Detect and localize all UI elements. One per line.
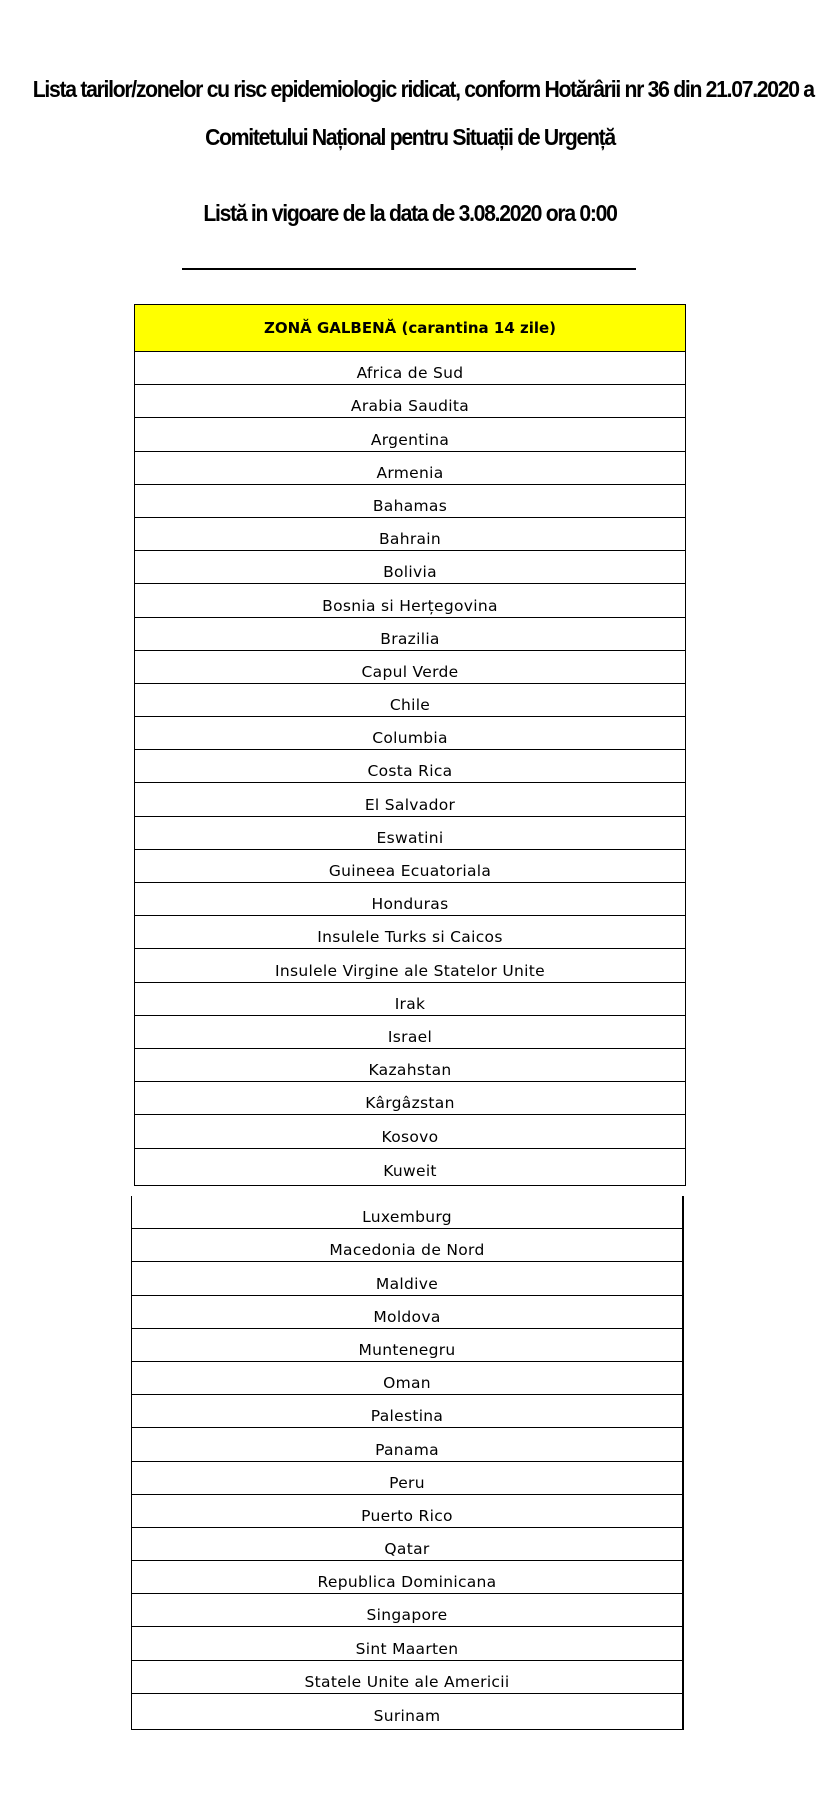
table-row: Qatar bbox=[132, 1528, 682, 1561]
table-row: Singapore bbox=[132, 1594, 682, 1627]
table-row: Brazilia bbox=[135, 618, 685, 651]
table-row: Kuweit bbox=[383, 1161, 437, 1180]
table-row: Surinam bbox=[373, 1707, 441, 1725]
table-row: Africa de Sud bbox=[135, 352, 685, 385]
table-row: Muntenegru bbox=[132, 1329, 682, 1362]
table-row: Bahrain bbox=[135, 518, 685, 551]
table-header: ZONĂ GALBENĂ (carantina 14 zile) bbox=[135, 304, 685, 352]
table-row: Insulele Turks si Caicos bbox=[135, 916, 685, 949]
table-row: Columbia bbox=[135, 717, 685, 750]
table-row: Eswatini bbox=[135, 817, 685, 850]
table-row: Arabia Saudita bbox=[135, 385, 685, 418]
document-title-line-2: Comitetului Național pentru Situații de Urgență bbox=[205, 124, 615, 150]
table-row: Moldova bbox=[132, 1296, 682, 1329]
table-row: Argentina bbox=[135, 418, 685, 451]
table-row: Peru bbox=[132, 1462, 682, 1495]
table-row: Costa Rica bbox=[135, 750, 685, 783]
table-row: Bahamas bbox=[135, 485, 685, 518]
table-row: Armenia bbox=[135, 452, 685, 485]
table-row: El Salvador bbox=[135, 783, 685, 816]
table-rows-part-1 bbox=[135, 352, 685, 1182]
table-row: Statele Unite ale Americii bbox=[132, 1661, 682, 1694]
horizontal-rule bbox=[182, 268, 636, 270]
table-row: Sint Maarten bbox=[132, 1627, 682, 1660]
table-row: Guineea Ecuatoriala bbox=[135, 850, 685, 883]
table-row: Chile bbox=[135, 684, 685, 717]
table-row: Oman bbox=[132, 1362, 682, 1395]
table-row: Insulele Virgine ale Statelor Unite bbox=[135, 949, 685, 982]
table-row: Capul Verde bbox=[135, 651, 685, 684]
country-table-part-1 bbox=[134, 304, 686, 1186]
table-row: Israel bbox=[135, 1016, 685, 1049]
country-table-part-2 bbox=[131, 1196, 684, 1730]
table-rows-part-2 bbox=[132, 1196, 682, 1727]
table-row: Palestina bbox=[132, 1395, 682, 1428]
table-row: Maldive bbox=[132, 1262, 682, 1295]
table-row: Bosnia si Herțegovina bbox=[135, 584, 685, 617]
table-row: Honduras bbox=[135, 883, 685, 916]
table-row: Kazahstan bbox=[135, 1049, 685, 1082]
table-row: Irak bbox=[135, 983, 685, 1016]
table-row: Republica Dominicana bbox=[132, 1561, 682, 1594]
table-row: Panama bbox=[132, 1428, 682, 1461]
table-row: Bolivia bbox=[135, 551, 685, 584]
table-row: Kosovo bbox=[135, 1115, 685, 1148]
document-title-line-1: Lista tarilor/zonelor cu risc epidemiologic ridicat, conform Hotărârii nr 36 din 21.07.2020 a bbox=[32, 76, 814, 102]
table-row: Luxemburg bbox=[132, 1196, 682, 1229]
table-row: Macedonia de Nord bbox=[132, 1229, 682, 1262]
document-subtitle: Listă in vigoare de la data de 3.08.2020 ora 0:00 bbox=[203, 200, 617, 226]
table-row: Kârgâzstan bbox=[135, 1082, 685, 1115]
table-row: Puerto Rico bbox=[132, 1495, 682, 1528]
